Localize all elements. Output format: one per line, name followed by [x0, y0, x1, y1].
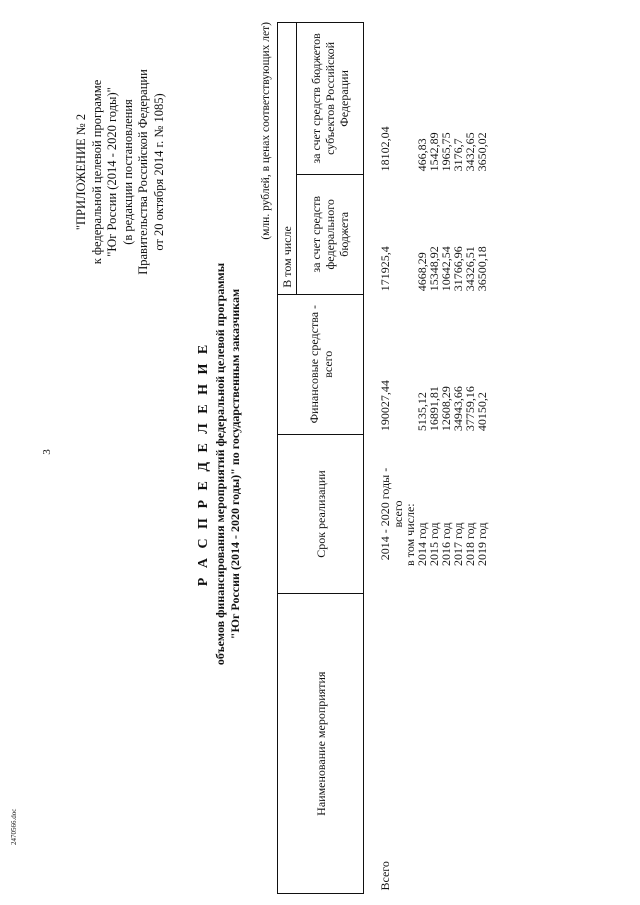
appendix-block: [74, 22, 167, 322]
row-year: 2019 год: [475, 522, 489, 566]
header-period: Срок реализации: [278, 434, 364, 594]
header-name: Наименование мероприятия: [278, 594, 364, 894]
row-regional: 3432,65: [463, 132, 477, 172]
page-number: 3: [40, 449, 53, 455]
period-line-2: всего: [390, 500, 405, 528]
row-total: 34943,66: [451, 386, 465, 432]
row-total: 40150,2: [475, 392, 489, 432]
header-regional: за счет средств бюджетов субъектов Российской Федерации: [297, 23, 364, 175]
rotated-page-content: [48, 14, 624, 894]
row-total: 5135,12: [415, 392, 429, 432]
document-title: Р А С П Р Е Д Е Л Е Н И Е: [196, 341, 211, 587]
table-row-total: [364, 23, 405, 894]
row-regional: 466,83: [415, 138, 429, 172]
appendix-line: (в редакции постановления: [120, 99, 135, 245]
units-note: (млн. рублей, в ценах соответствующих лет): [260, 22, 272, 240]
row-regional: 3176,7: [451, 138, 465, 172]
appendix-line: от 20 октября 2014 г. № 1085): [151, 93, 166, 251]
row-regional: 1542,89: [427, 132, 441, 172]
row-year: 2014 год: [415, 522, 429, 566]
row-regional: 3650,02: [475, 132, 489, 172]
appendix-line: "Юг России (2014 - 2020 годы)": [105, 87, 119, 257]
row-regional: 1965,75: [439, 132, 453, 172]
period-line-1: 2014 - 2020 годы -: [378, 467, 392, 561]
row-total: 12608,29: [439, 386, 453, 432]
row-federal: 171925,4: [378, 246, 392, 292]
row-federal: 31766,96: [451, 246, 465, 292]
financing-table: [277, 22, 488, 894]
document-file-name: 2470566.doc: [10, 808, 18, 845]
document-subtitle-line-1: объемов финансирования мероприятий федеральной целевой программы: [213, 262, 227, 666]
row-year: 2018 год: [463, 522, 477, 566]
header-including: В том числе: [278, 23, 297, 295]
title-block: [196, 34, 242, 894]
row-federal: 36500,18: [475, 246, 489, 292]
header-federal: за счет средств федерального бюджета: [297, 174, 364, 294]
row-period: [364, 434, 405, 594]
appendix-line: к федеральной целевой программе: [89, 79, 104, 265]
row-name: Всего: [378, 861, 392, 891]
including-label: в том числе:: [403, 503, 417, 566]
appendix-line: "ПРИЛОЖЕНИЕ № 2: [74, 113, 88, 231]
header-total: Финансовые средства - всего: [278, 294, 364, 434]
appendix-line: Правительства Российской Федерации: [136, 69, 150, 275]
row-federal: 34326,51: [463, 246, 477, 292]
row-federal: 15348,92: [427, 246, 441, 292]
row-total: 16891,81: [427, 386, 441, 432]
table-row: [476, 23, 488, 894]
document-subtitle-line-2: "Юг России (2014 - 2020 годы)" по государственным заказчикам: [228, 288, 242, 640]
row-year: 2016 год: [439, 522, 453, 566]
row-total: 37759,16: [463, 386, 477, 432]
row-year: 2017 год: [451, 522, 465, 566]
row-federal: 10642,54: [439, 246, 453, 292]
row-total: 190027,44: [378, 380, 392, 432]
row-regional: 18102,04: [378, 126, 392, 172]
row-year: 2015 год: [427, 522, 441, 566]
row-federal: 4668,29: [415, 252, 429, 292]
